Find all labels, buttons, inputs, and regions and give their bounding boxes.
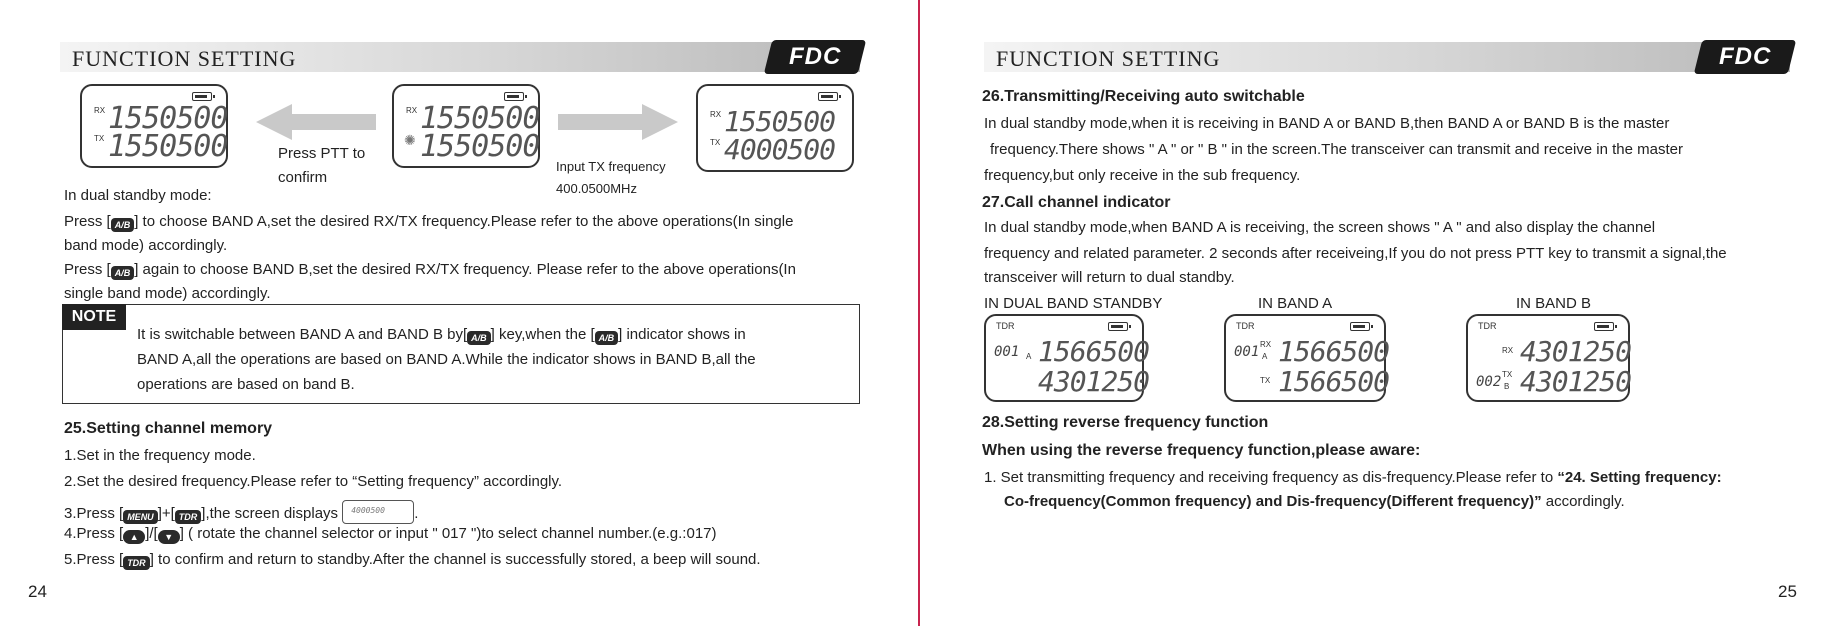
text-fragment: 3.Press [: [64, 505, 124, 522]
rx-tag: RX: [1260, 340, 1272, 349]
text-fragment: accordingly.: [1541, 493, 1625, 510]
text-fragment: ] again to choose BAND B,set the desired RX/TX frequency. Please refer to the above operations(In: [134, 261, 796, 278]
tx-frequency: 4000500: [724, 133, 836, 166]
p26-line-3: frequency,but only receive in the sub frequency.: [984, 167, 1301, 184]
rx-tag: RX: [406, 106, 418, 115]
rx-tag: RX: [710, 110, 722, 119]
rx-frequency: 1566500: [1278, 335, 1390, 368]
tx-tag: TX: [1502, 370, 1513, 379]
section-heading-27: 27.Call channel indicator: [982, 194, 1171, 211]
up-key-icon: ▲: [123, 530, 145, 544]
p27-line-1: In dual standby mode,when BAND A is receiving, the screen shows " A " and also display the channel: [984, 219, 1656, 236]
text-fragment: 1. Set transmitting frequency and receiving frequency as dis-frequency.Please refer to: [984, 469, 1558, 486]
label-band-a: IN BAND A: [1258, 295, 1333, 312]
band-indicator: B: [1504, 382, 1510, 391]
text-fragment: Press [: [64, 213, 111, 230]
logo-text: FDC: [788, 43, 842, 70]
label-dual-standby: IN DUAL BAND STANDBY: [984, 295, 1163, 312]
ab-key-icon: A/B: [595, 331, 619, 345]
header-bar: [60, 42, 860, 72]
tx-frequency: 4301250: [1520, 365, 1632, 398]
menu-key-icon: MENU: [123, 510, 158, 524]
text-fragment: ] to choose BAND A,set the desired RX/TX frequency.Please refer to the above operations(In single: [134, 213, 794, 230]
note-line-1: [137, 327, 746, 345]
down-key-icon: ▼: [158, 530, 180, 544]
p26-line-1: In dual standby mode,when it is receiving in BAND A or BAND B,then BAND A or BAND B is the master: [984, 115, 1670, 132]
text-fragment: 4.Press [: [64, 525, 124, 542]
tx-frequency: 1550500: [420, 129, 540, 164]
channel-number: 001: [1234, 344, 1260, 360]
tdr-tag: TDR: [996, 321, 1015, 331]
page-right: [922, 0, 1840, 626]
header-bar: [984, 42, 1790, 72]
step-1: 1.Set in the frequency mode.: [64, 447, 256, 464]
p28-line-2: [1004, 494, 1625, 509]
rx-frequency: 1550500: [724, 105, 836, 138]
header-title: FUNCTION SETTING: [996, 46, 1221, 71]
channel-number: 001: [994, 344, 1020, 360]
page-number: 24: [28, 582, 47, 601]
p28-line-1: [984, 470, 1722, 485]
p27-line-2: frequency and related parameter. 2 seconds after receiveing,If you do not press PTT key to transmit a signal,the: [984, 245, 1727, 262]
rx-tag: RX: [94, 106, 106, 115]
note-box: [62, 304, 860, 404]
battery-icon: [1350, 322, 1370, 331]
caption-tx-freq: 400.0500MHz: [556, 181, 637, 196]
ab-key-icon: A/B: [467, 331, 491, 345]
ab-key-icon: A/B: [111, 218, 135, 232]
header-title: FUNCTION SETTING: [72, 46, 297, 71]
text-fragment: ] indicator shows in: [618, 326, 746, 343]
lcd-screen-3: [696, 84, 854, 172]
brand-logo: [1694, 40, 1796, 74]
arrow-left-icon: [256, 102, 376, 142]
text-fragment: Co-frequency(Common frequency) and Dis-frequency(Different frequency)”: [1004, 493, 1542, 510]
label-band-b: IN BAND B: [1516, 295, 1592, 312]
text-fragment: “24. Setting frequency:: [1557, 469, 1722, 486]
note-label: NOTE: [62, 304, 126, 330]
frequency-b: 4301250: [1038, 365, 1150, 398]
text-fragment: ] to confirm and return to standby.After the channel is successfully stored, a beep will sound.: [149, 551, 761, 568]
text-fragment: .: [414, 505, 419, 522]
page-number: 25: [1778, 582, 1797, 601]
tx-blink-icon: ✺: [404, 132, 416, 148]
rx-frequency: 1550500: [420, 101, 540, 136]
battery-icon: [1108, 322, 1128, 331]
note-line-2: BAND A,all the operations are based on BAND A.While the indicator shows in BAND B,all the: [137, 351, 756, 368]
paragraph-2a: [64, 262, 796, 280]
tx-frequency: 1550500: [108, 129, 228, 164]
step-2: 2.Set the desired frequency.Please refer to “Setting frequency” accordingly.: [64, 473, 563, 490]
text-fragment: ]+[: [157, 505, 175, 522]
lcd-dual-standby: [984, 314, 1150, 402]
text-fragment: ] key,when the [: [490, 326, 595, 343]
paragraph-2b: single band mode) accordingly.: [64, 285, 271, 302]
rx-tag: RX: [1502, 346, 1514, 355]
tdr-key-icon: TDR: [175, 510, 202, 524]
step-3: [64, 500, 418, 524]
tx-tag: TX: [1260, 376, 1271, 385]
tdr-tag: TDR: [1236, 321, 1255, 331]
paragraph-1a: [64, 214, 793, 232]
section-heading-25: 25.Setting channel memory: [64, 420, 273, 437]
rx-frequency: 4301250: [1520, 335, 1632, 368]
ab-key-icon: A/B: [111, 266, 135, 280]
caption-ptt: Press PTT to: [278, 145, 366, 162]
battery-icon: [504, 92, 524, 101]
text-fragment: ]/[: [145, 525, 158, 542]
mini-lcd-digits: 4000500: [351, 506, 385, 515]
battery-icon: [1594, 322, 1614, 331]
caption-tx: Input TX frequency: [556, 159, 666, 174]
text-fragment: ],the screen displays: [201, 505, 339, 522]
intro-text: In dual standby mode:: [64, 187, 212, 204]
caption-ptt-2: confirm: [278, 169, 328, 186]
tx-tag: TX: [710, 138, 721, 147]
tx-frequency: 1566500: [1278, 365, 1390, 398]
channel-number: 002: [1476, 374, 1502, 390]
band-indicator: A: [1026, 352, 1032, 361]
arrow-right-icon: [558, 102, 678, 142]
frequency-a: 1566500: [1038, 335, 1150, 368]
battery-icon: [192, 92, 212, 101]
step-4: [64, 526, 717, 544]
p26-line-2: frequency.There shows " A " or " B " in the screen.The transceiver can transmit and receive in the master: [990, 141, 1684, 158]
text-fragment: ] ( rotate the channel selector or input " 017 ")to select channel number.(e.g.:017): [179, 525, 717, 542]
text-fragment: It is switchable between BAND A and BAND B by[: [137, 326, 468, 343]
section-heading-26: 26.Transmitting/Receiving auto switchable: [982, 88, 1305, 105]
tdr-tag: TDR: [1478, 321, 1497, 331]
section-heading-28: 28.Setting reverse frequency function: [982, 414, 1269, 431]
paragraph-1b: band mode) accordingly.: [64, 237, 228, 254]
note-line-3: operations are based on band B.: [137, 376, 355, 393]
logo-text: FDC: [1718, 43, 1772, 70]
lcd-screen-1: [80, 84, 228, 168]
mini-lcd-screen: [342, 500, 414, 524]
band-indicator: A: [1262, 352, 1268, 361]
text-fragment: 5.Press [: [64, 551, 124, 568]
brand-logo: [764, 40, 866, 74]
lcd-band-b: [1466, 314, 1630, 402]
step-5: [64, 552, 761, 570]
rx-frequency: 1550500: [108, 101, 228, 136]
tdr-key-icon: TDR: [123, 556, 150, 570]
lcd-band-a: [1224, 314, 1390, 402]
tx-tag: TX: [94, 134, 105, 143]
text-fragment: Press [: [64, 261, 111, 278]
section-subheading-28: When using the reverse frequency function,please aware:: [982, 442, 1421, 459]
battery-icon: [818, 92, 838, 101]
p27-line-3: transceiver will return to dual standby.: [984, 269, 1235, 286]
lcd-screen-2: [392, 84, 540, 168]
